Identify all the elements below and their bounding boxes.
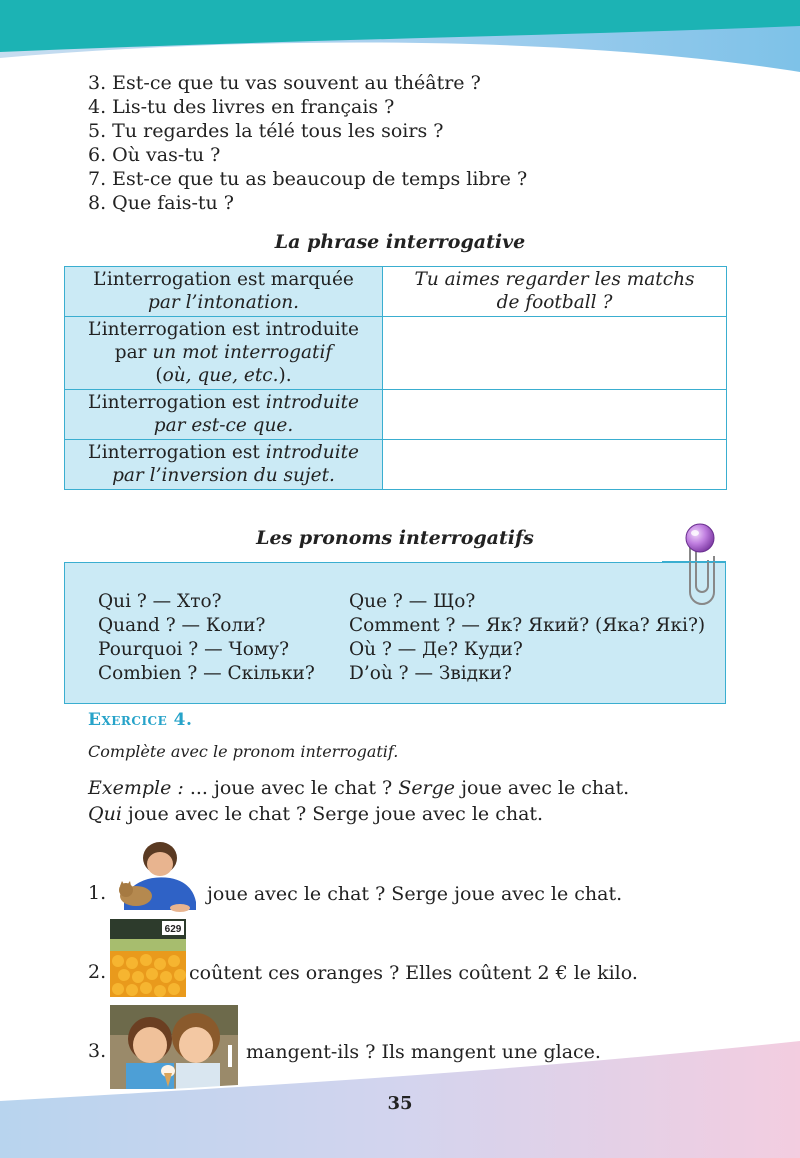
paperclip-pin-icon bbox=[660, 516, 730, 608]
cell-text: ( bbox=[155, 365, 163, 386]
pronoun-quand: Quand ? — Коли? bbox=[98, 615, 266, 636]
cell-text: L’interrogation est introduite bbox=[88, 319, 359, 340]
cell-text: L’interrogation est bbox=[88, 442, 266, 463]
question-5: 5. Tu regardes la télé tous les soirs ? bbox=[88, 120, 444, 142]
table-row bbox=[65, 390, 727, 440]
question-7: 7. Est-ce que tu as beaucoup de temps libre ? bbox=[88, 168, 528, 190]
table-row bbox=[65, 317, 727, 390]
item-1-text: joue avec le chat ? Serge joue avec le chat. bbox=[207, 883, 623, 905]
cell-text-italic: introduite bbox=[265, 442, 359, 463]
cell-text: par bbox=[114, 342, 153, 363]
table-cell-left bbox=[65, 440, 383, 490]
exercise-instruction: Complète avec le pronom interrogatif. bbox=[88, 742, 399, 761]
example-text: ... joue avec le chat ? bbox=[183, 777, 399, 799]
item-number: 2. bbox=[88, 961, 107, 983]
item-number: 1. bbox=[88, 882, 107, 904]
item-number: 3. bbox=[88, 1040, 107, 1062]
cell-text: ). bbox=[278, 365, 292, 386]
pronoun-combien: Combien ? — Скільки? bbox=[98, 663, 315, 684]
table-cell-left bbox=[65, 390, 383, 440]
item-2-text: coûtent ces oranges ? Elles coûtent 2 € le kilo. bbox=[189, 962, 638, 984]
table-cell-right bbox=[383, 440, 727, 490]
pronoun-ou: Où ? — Де? Куди? bbox=[349, 639, 523, 660]
box-divider bbox=[662, 561, 726, 562]
cell-text-italic: introduite bbox=[265, 392, 359, 413]
table-cell-right bbox=[383, 317, 727, 390]
table-cell-left bbox=[65, 267, 383, 317]
table-row bbox=[65, 267, 727, 317]
example-name: Serge bbox=[398, 777, 456, 799]
answer-line bbox=[88, 802, 543, 826]
question-6: 6. Où vas-tu ? bbox=[88, 144, 221, 166]
cell-text: L’interrogation est marquée bbox=[93, 269, 354, 290]
question-3: 3. Est-ce que tu vas souvent au théâtre ? bbox=[88, 72, 481, 94]
oranges-market-image bbox=[110, 919, 186, 997]
pronoun-qui: Qui ? — Хто? bbox=[98, 591, 222, 612]
answer-text: joue avec le chat ? Serge joue avec le chat. bbox=[121, 803, 544, 825]
boy-with-cat-image bbox=[110, 838, 198, 914]
example-sentence: Tu aimes regarder les matchs de football ? bbox=[414, 269, 695, 313]
cell-text-italic: où, que, etc. bbox=[162, 365, 279, 386]
example-line bbox=[88, 776, 629, 800]
cell-text-italic: par est-ce que. bbox=[153, 415, 294, 436]
page-number: 35 bbox=[387, 1093, 413, 1114]
example-label: Exemple : bbox=[88, 777, 184, 799]
table-cell-left bbox=[65, 317, 383, 390]
pronoun-dou: D’où ? — Звідки? bbox=[349, 663, 512, 684]
pronoun-comment: Comment ? — Як? Який? (Яка? Які?) bbox=[349, 615, 706, 636]
table-row bbox=[65, 440, 727, 490]
cell-text-italic: par l’inversion du sujet. bbox=[112, 465, 335, 486]
interrogative-table bbox=[64, 266, 727, 490]
pronoun-que: Que ? — Що? bbox=[349, 591, 476, 612]
price-tag: 629 bbox=[164, 924, 182, 935]
table-cell-right bbox=[383, 267, 727, 317]
exercise-title: Exercice 4. bbox=[88, 710, 193, 730]
pronouns-section-title: Les pronoms interrogatifs bbox=[256, 527, 534, 549]
cell-text: L’interrogation est bbox=[88, 392, 266, 413]
question-4: 4. Lis-tu des livres en français ? bbox=[88, 96, 395, 118]
example-text: joue avec le chat. bbox=[455, 777, 630, 799]
item-3-text: mangent-ils ? Ils mangent une glace. bbox=[246, 1041, 601, 1063]
question-8: 8. Que fais-tu ? bbox=[88, 192, 234, 214]
cell-text-italic: un mot interrogatif bbox=[152, 342, 333, 363]
table-cell-right bbox=[383, 390, 727, 440]
cell-text-italic: par l’intonation. bbox=[147, 292, 300, 313]
pronoun-pourquoi: Pourquoi ? — Чому? bbox=[98, 639, 290, 660]
phrase-section-title: La phrase interrogative bbox=[274, 231, 526, 253]
answer-word: Qui bbox=[88, 803, 122, 825]
